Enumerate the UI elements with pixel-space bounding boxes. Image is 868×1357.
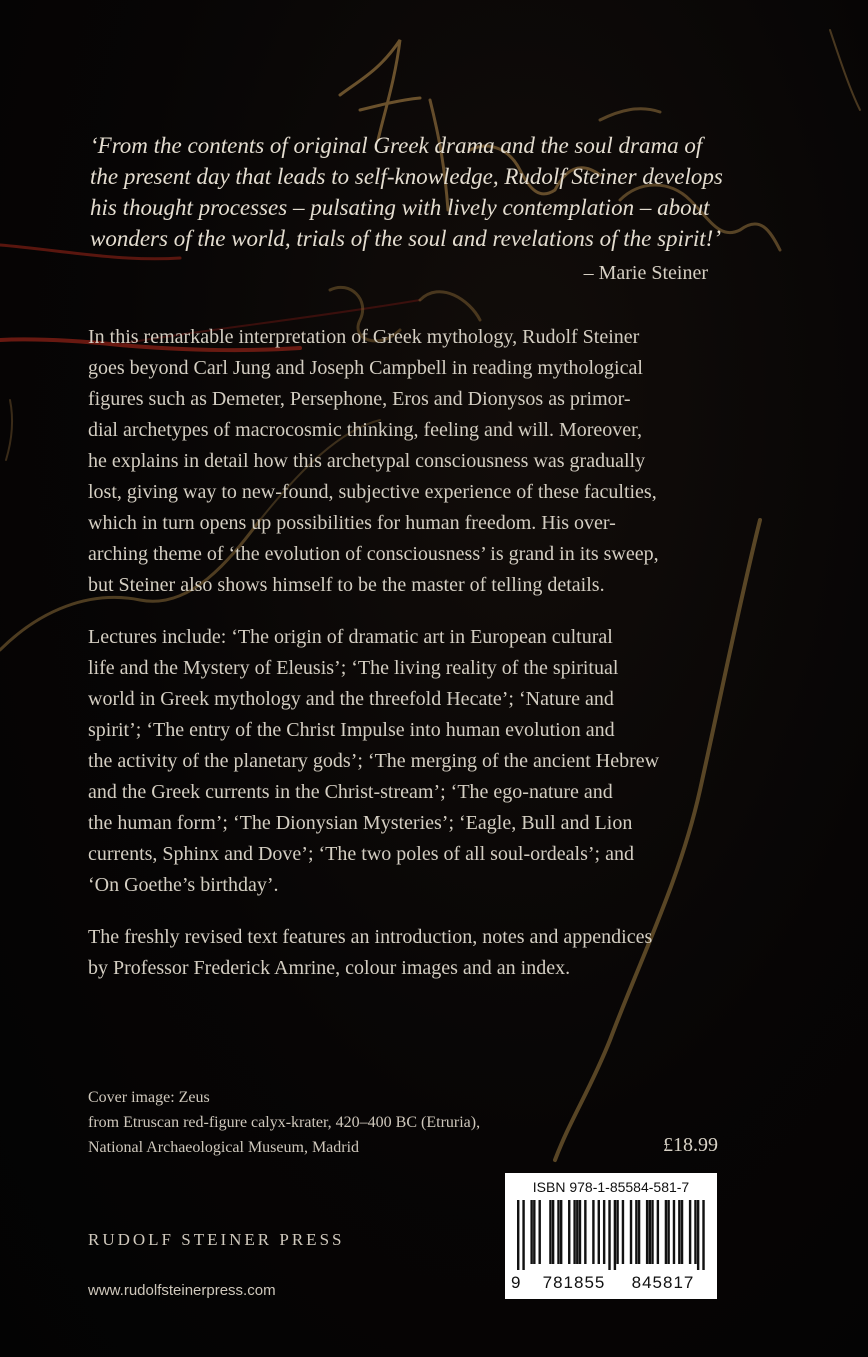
barcode-bar [517,1200,519,1270]
quote-line: ‘From the contents of original Greek drama and the soul drama of [90,133,703,158]
cover-image-credit [88,1085,608,1160]
barcode-bar [702,1200,704,1270]
quote-line: the present day that leads to self-knowledge, Rudolf Steiner develops [90,164,723,189]
barcode-bar [667,1200,669,1264]
text-line: spirit’; ‘The entry of the Christ Impulse into human evolution and [88,719,615,741]
description-paragraph [88,322,728,601]
barcode-bar [579,1200,581,1264]
barcode-bar [657,1200,659,1264]
barcode-bar [522,1200,524,1270]
text-line: but Steiner also shows himself to be the master of telling details. [88,574,605,596]
credit-line: Cover image: Zeus [88,1089,210,1106]
ean-right-digits: 845817 [631,1273,695,1292]
barcode-bar [552,1200,554,1264]
barcode-bar [568,1200,570,1264]
isbn-barcode-block [505,1173,717,1299]
text-line: life and the Mystery of Eleusis’; ‘The living reality of the spiritual [88,657,619,679]
text-line: dial archetypes of macrocosmic thinking, feeling and will. Moreover, [88,419,643,441]
text-line: figures such as Demeter, Persephone, Eros and Dionysos as primor- [88,388,631,410]
barcode-bar [694,1200,696,1264]
text-line: In this remarkable interpretation of Greek mythology, Rudolf Steiner [88,326,640,348]
gold-scribble [830,30,860,110]
barcode-bar [573,1200,575,1264]
barcode-bar [646,1200,648,1264]
text-line: and the Greek currents in the Christ-stream’; ‘The ego-nature and [88,781,613,803]
text-line: the activity of the planetary gods’; ‘The merging of the ancient Hebrew [88,750,660,772]
barcode-bar [560,1200,562,1264]
text-line: arching theme of ‘the evolution of consciousness’ is grand in its sweep, [88,543,659,565]
barcode-bar [549,1200,551,1264]
text-line: ‘On Goethe’s birthday’. [88,874,279,896]
barcode-bar [689,1200,691,1264]
edition-paragraph [88,922,728,984]
marie-steiner-quote [90,130,723,254]
barcode-bar [598,1200,600,1264]
barcode-bar [673,1200,675,1264]
gold-scribble [340,40,420,140]
ean-left-digits: 781855 [542,1273,606,1292]
gold-scribble [6,400,12,460]
barcode-bar [592,1200,594,1264]
barcode-icon [517,1200,705,1270]
barcode-bar [614,1200,616,1270]
barcode-bar [630,1200,632,1264]
barcode-bar [665,1200,667,1264]
barcode-bar [622,1200,624,1264]
credit-line: from Etruscan red-figure calyx-krater, 420–400 BC (Etruria), [88,1114,481,1131]
barcode-bar [576,1200,578,1264]
barcode-bar [635,1200,637,1264]
text-line: currents, Sphinx and Dove’; ‘The two poles of all soul-ordeals’; and [88,843,634,865]
price-label: £18.99 [663,1134,718,1156]
barcode-bar [603,1200,605,1264]
quote-attribution: – Marie Steiner [583,262,708,284]
text-line: The freshly revised text features an introduction, notes and appendices [88,926,653,948]
barcode-bar [557,1200,559,1264]
ean-first-digit: 9 [511,1273,521,1292]
text-line: Lectures include: ‘The origin of dramatic art in European cultural [88,626,613,648]
isbn-label: ISBN 978-1-85584-581-7 [532,1179,690,1195]
barcode-bar [651,1200,653,1264]
text-line: by Professor Frederick Amrine, colour images and an index. [88,957,571,979]
barcode-bar [538,1200,540,1264]
barcode-bar [616,1200,618,1264]
barcode-bar [608,1200,610,1270]
barcode-bar [533,1200,535,1264]
text-line: he explains in detail how this archetypal consciousness was gradually [88,450,646,472]
quote-line: wonders of the world, trials of the soul and revelations of the spirit!’ [90,226,721,251]
text-line: which in turn opens up possibilities for human freedom. His over- [88,512,616,534]
barcode-bar [584,1200,586,1264]
barcode-bar [638,1200,640,1264]
text-line: world in Greek mythology and the threefold Hecate’; ‘Nature and [88,688,614,710]
quote-line: his thought processes – pulsating with lively contemplation – about [90,195,710,220]
credit-line: National Archaeological Museum, Madrid [88,1139,360,1156]
publisher-name: RUDOLF STEINER PRESS [88,1230,345,1249]
barcode-bar [649,1200,651,1264]
text-line: goes beyond Carl Jung and Joseph Campbell in reading mythological [88,357,643,379]
lectures-paragraph [88,622,728,901]
barcode-bar [681,1200,683,1264]
text-line: the human form’; ‘The Dionysian Mysteries’; ‘Eagle, Bull and Lion [88,812,633,834]
barcode-bar [678,1200,680,1264]
barcode-bar [697,1200,699,1270]
text-line: lost, giving way to new-found, subjective experience of these faculties, [88,481,657,503]
publisher-website: www.rudolfsteinerpress.com [88,1282,276,1299]
barcode-bar [530,1200,532,1264]
